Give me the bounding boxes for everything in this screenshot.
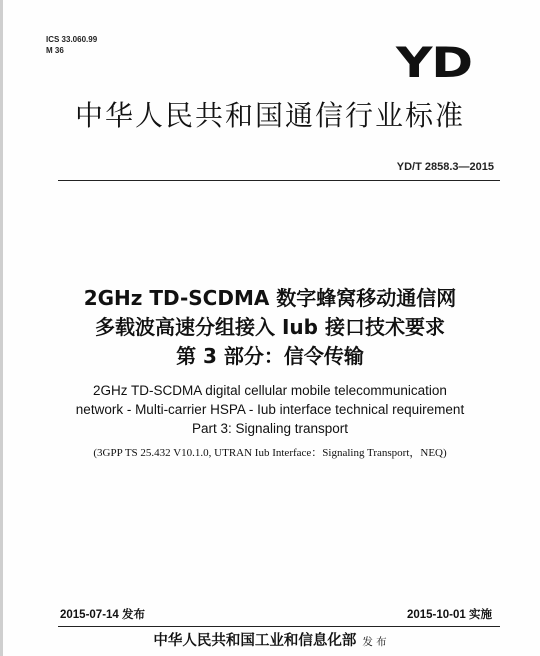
yd-logo: YD	[396, 38, 472, 87]
publisher-name: 中华人民共和国工业和信息化部	[153, 633, 357, 649]
reference-document: (3GPP TS 25.432 V10.1.0, UTRAN Iub Interface：Signaling Transport，NEQ)	[93, 447, 447, 459]
classification-codes	[46, 34, 97, 56]
title-en-line-2: network - Multi-carrier HSPA - Iub interface technical requirement	[75, 402, 465, 417]
top-divider	[58, 180, 500, 181]
bottom-divider	[58, 626, 500, 627]
implement-date: 2015-10-01 实施	[406, 609, 492, 621]
title-zh-line-2: 多载波高速分组接入 Iub 接口技术要求	[95, 315, 445, 339]
ics-code: ICS 33.060.99	[46, 35, 98, 44]
title-en-line-1: 2GHz TD-SCDMA digital cellular mobile telecommunication	[93, 383, 447, 398]
standard-number: YD/T 2858.3—2015	[396, 161, 494, 173]
ccs-code: M 36	[46, 46, 64, 55]
publisher-line	[0, 631, 540, 652]
issue-date: 2015-07-14 发布	[60, 609, 146, 621]
title-zh-line-3: 第 3 部分：信令传输	[176, 344, 364, 368]
title-zh-line-1: 2GHz TD-SCDMA 数字蜂窝移动通信网	[83, 286, 457, 310]
standard-category-name: 中华人民共和国通信行业标准	[74, 99, 465, 132]
title-en-line-3: Part 3: Signaling transport	[191, 421, 349, 436]
publish-verb: 发 布	[362, 636, 387, 648]
